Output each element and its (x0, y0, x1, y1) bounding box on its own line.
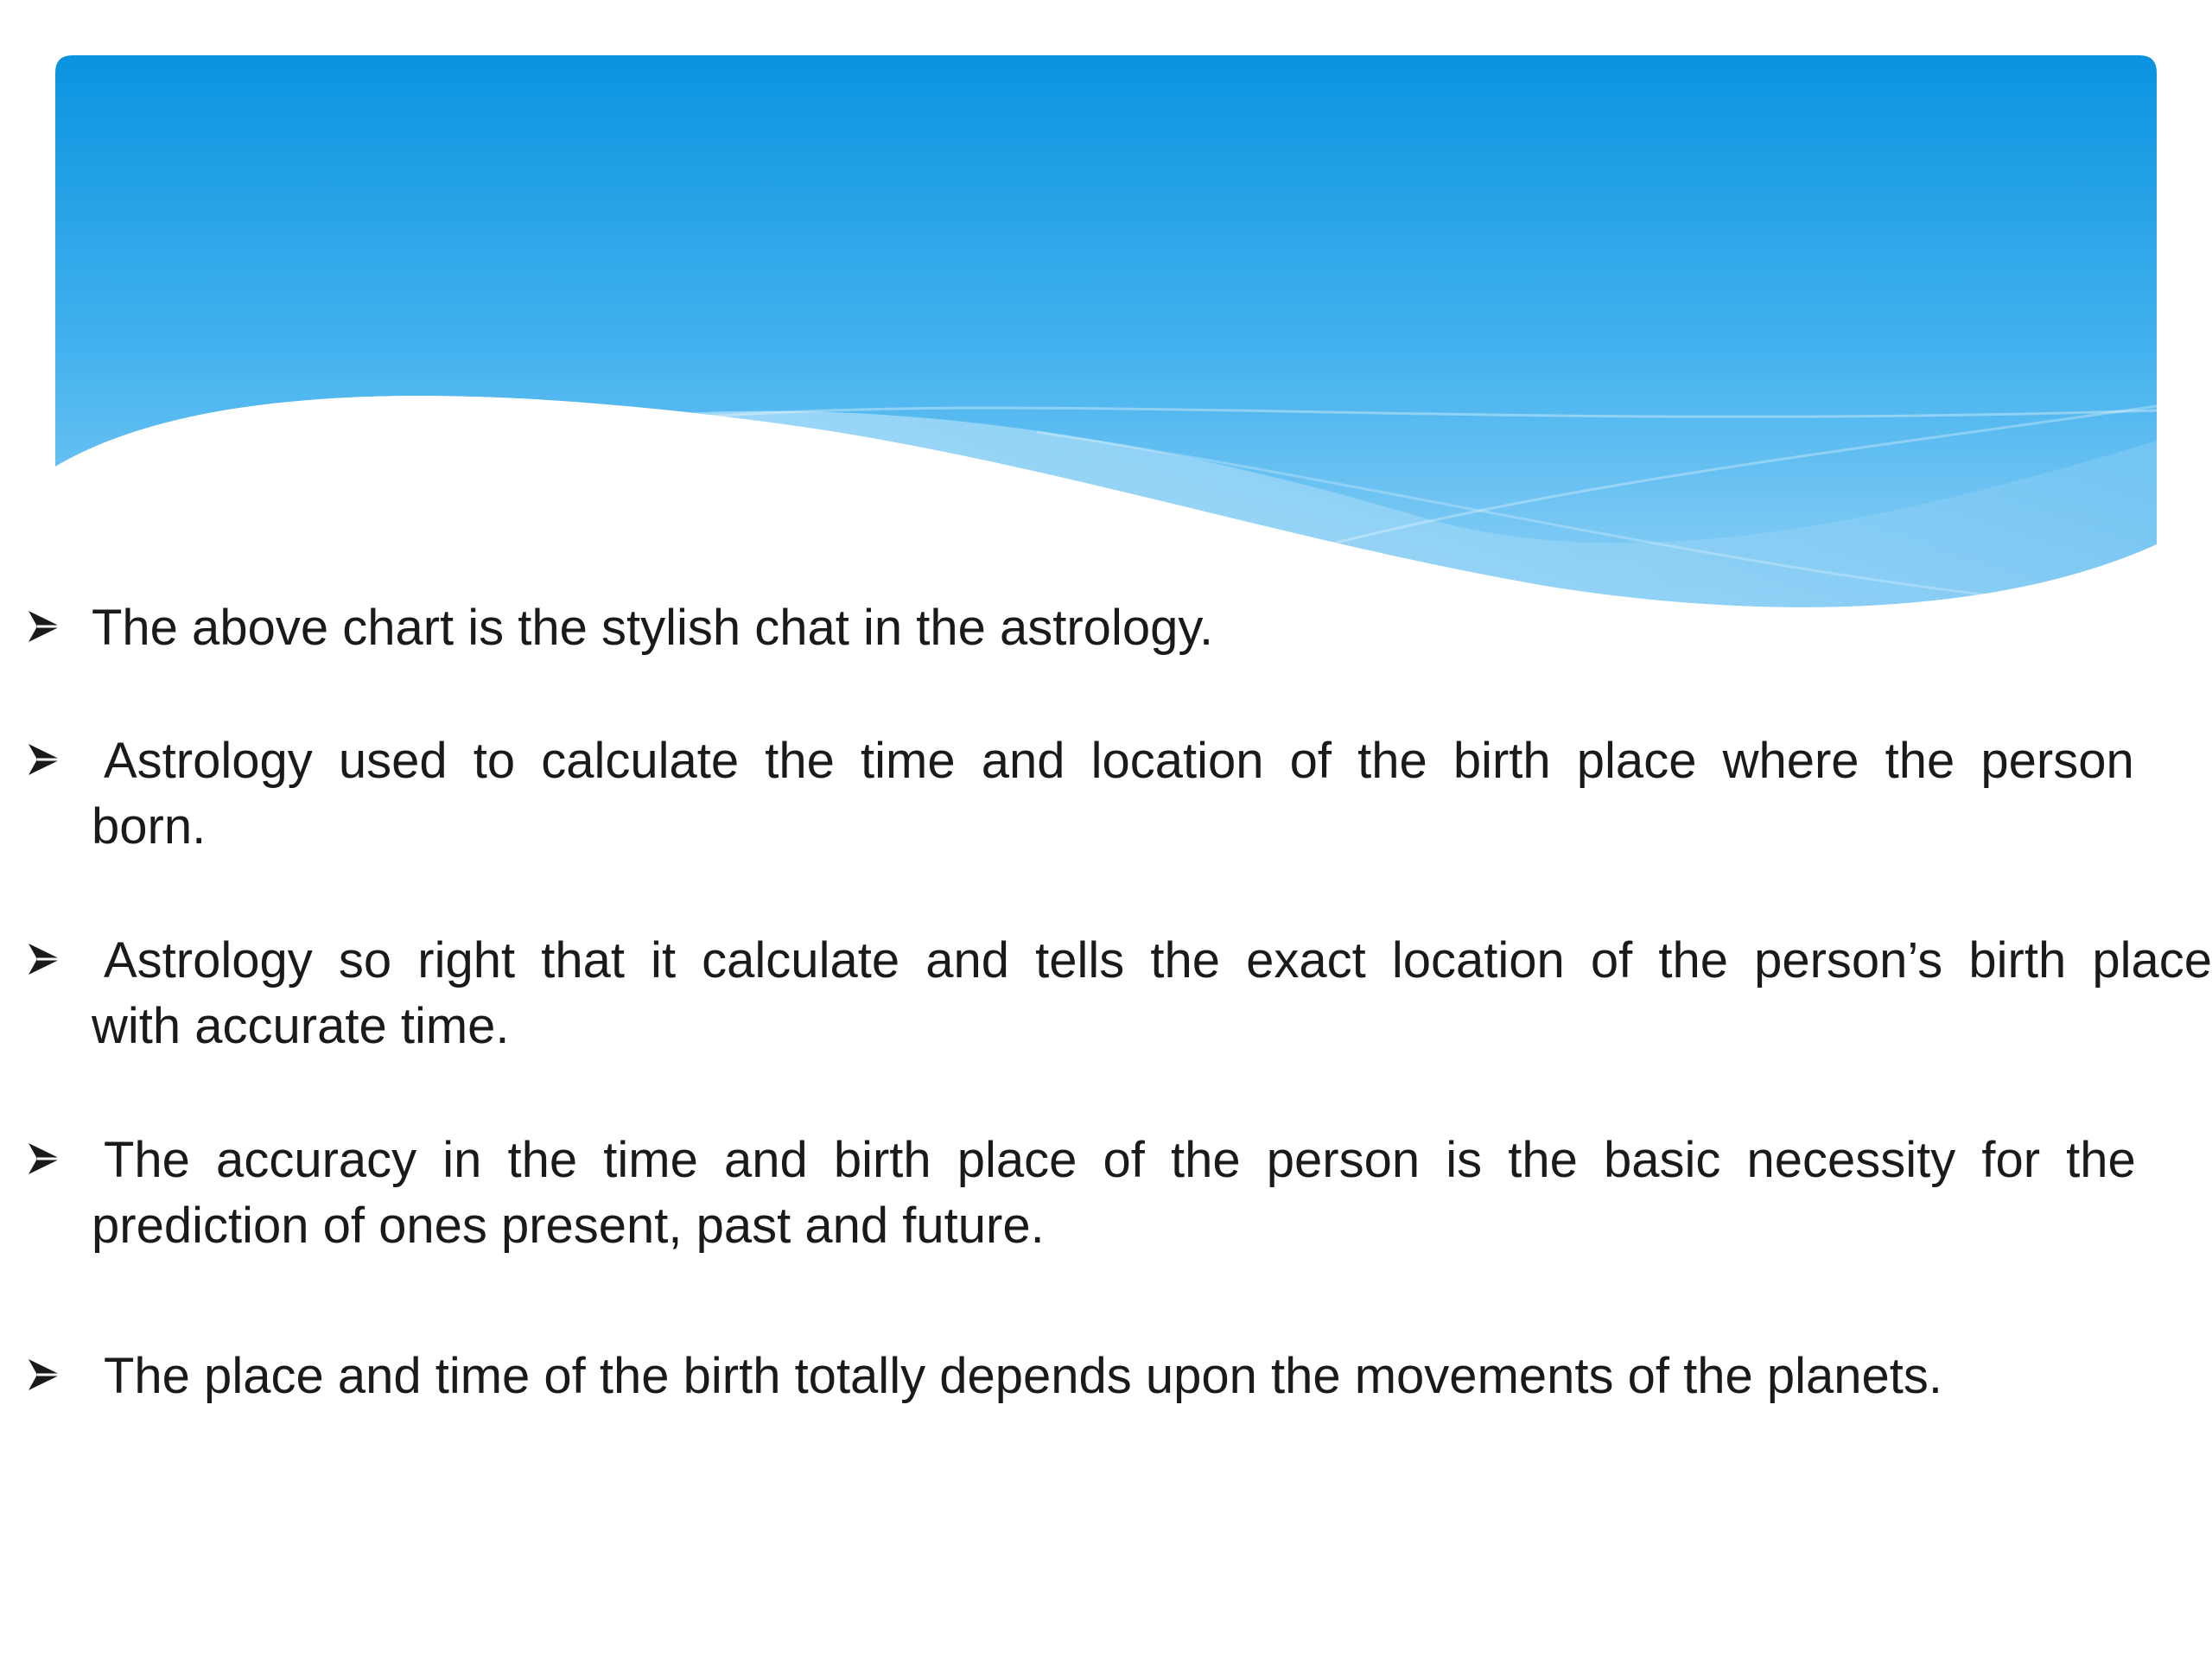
bullet-text-line: The above chart is the stylish chat in the astrology. (92, 600, 1214, 656)
bullet-text-line: Astrology so right that it calculate and tells the exact location of the person’s birth place (104, 932, 2212, 988)
arrowhead-bullet-icon (26, 1140, 64, 1178)
bullet-text-line: The place and time of the birth totally depends upon the movements of the planets. (104, 1348, 1942, 1404)
bullet-text-line: The accuracy in the time and birth place of the person is the basic necessity for the (104, 1132, 2136, 1188)
arrowhead-bullet-icon (26, 1356, 64, 1394)
bullet-text-line: born. (92, 798, 207, 855)
bullet-text-line: prediction of ones present, past and future. (92, 1198, 1045, 1254)
arrowhead-bullet-icon (26, 607, 64, 645)
arrowhead-bullet-icon (26, 741, 64, 779)
arrowhead-bullet-icon (26, 940, 64, 978)
bullet-text-line: Astrology used to calculate the time and location of the birth place where the person (104, 733, 2134, 789)
bullet-text-line: with accurate time. (92, 998, 510, 1054)
